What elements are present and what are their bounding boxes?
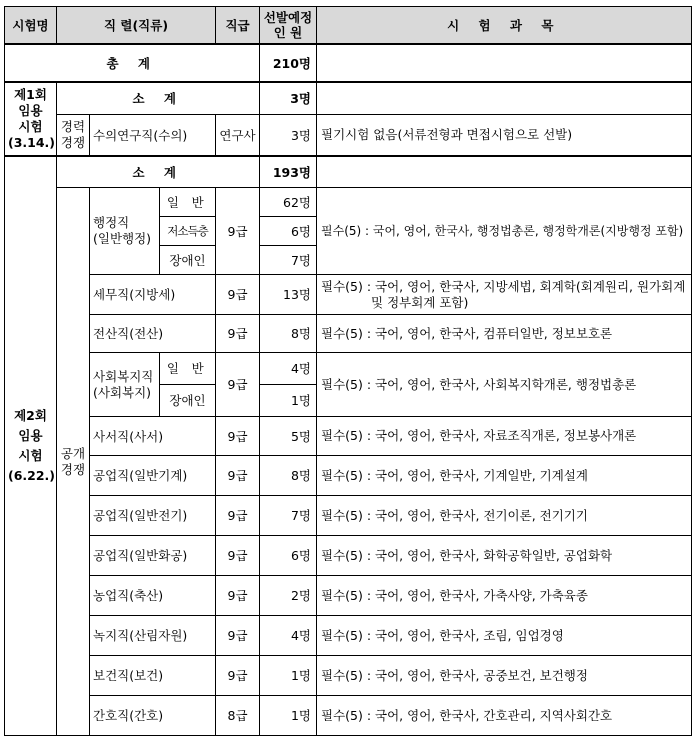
exam1-type: 경력 경쟁	[57, 115, 90, 157]
tax-subjects-line1: 필수(5) : 국어, 영어, 한국사, 지방세법, 회계학(회계원리, 원가회계	[321, 278, 686, 294]
table-row	[5, 456, 692, 496]
row-subjects: 필수(5) : 국어, 영어, 한국사, 자료조직개론, 정보봉사개론	[317, 417, 692, 456]
table-row	[5, 696, 692, 736]
row-subjects: 필수(5) : 국어, 영어, 한국사, 조림, 임업경영	[317, 616, 692, 656]
computer-count: 8명	[260, 315, 317, 353]
exam-table	[4, 6, 692, 736]
admin-count-lowincome: 6명	[260, 217, 317, 246]
total-subjects	[317, 44, 692, 82]
row-count: 5명	[260, 417, 317, 456]
welfare-subjects: 필수(5) : 국어, 영어, 한국사, 사회복지학개론, 행정법총론	[317, 353, 692, 417]
header-quota: 선발예정 인 원	[260, 7, 317, 45]
exam2-subtotal: 193명	[260, 156, 317, 188]
row-count: 2명	[260, 576, 317, 616]
table-row	[5, 616, 692, 656]
row-subjects: 필수(5) : 국어, 영어, 한국사, 화학공학일반, 공업화학	[317, 536, 692, 576]
total-count: 210명	[260, 44, 317, 82]
exam1-subtotal-label: 소 계	[57, 82, 260, 115]
row-grade: 9급	[216, 576, 260, 616]
tax-row	[5, 275, 692, 315]
admin-grade: 9급	[216, 188, 260, 275]
header-grade: 직급	[216, 7, 260, 45]
welfare-row-1	[5, 353, 692, 385]
admin-sub-lowincome: 저소득층	[160, 217, 216, 246]
row-count: 8명	[260, 456, 317, 496]
tax-job: 세무직(지방세)	[90, 275, 216, 315]
welfare-count-general: 4명	[260, 353, 317, 385]
admin-subjects: 필수(5) : 국어, 영어, 한국사, 행정법총론, 행정학개론(지방행정 포함)	[317, 188, 692, 275]
header-row	[5, 7, 692, 45]
row-subjects: 필수(5) : 국어, 영어, 한국사, 간호관리, 지역사회간호	[317, 696, 692, 736]
row-grade: 9급	[216, 456, 260, 496]
exam2-subtotal-label: 소 계	[57, 156, 260, 188]
table-row	[5, 576, 692, 616]
row-job: 공업직(일반전기)	[90, 496, 216, 536]
table-row	[5, 417, 692, 456]
row-subjects: 필수(5) : 국어, 영어, 한국사, 공중보건, 보건행정	[317, 656, 692, 696]
tax-grade: 9급	[216, 275, 260, 315]
welfare-count-disabled: 1명	[260, 385, 317, 417]
row-grade: 9급	[216, 616, 260, 656]
row-subjects: 필수(5) : 국어, 영어, 한국사, 전기이론, 전기기기	[317, 496, 692, 536]
admin-sub-general: 일 반	[160, 188, 216, 217]
row-job: 농업직(축산)	[90, 576, 216, 616]
row-grade: 9급	[216, 496, 260, 536]
welfare-sub-general: 일 반	[160, 353, 216, 385]
computer-job: 전산직(전산)	[90, 315, 216, 353]
welfare-job: 사회복지직 (사회복지)	[90, 353, 160, 417]
row-job: 보건직(보건)	[90, 656, 216, 696]
exam1-name: 제1회 임용 시험 (3.14.)	[5, 82, 57, 156]
exam2-subtotal-row	[5, 156, 692, 188]
computer-grade: 9급	[216, 315, 260, 353]
header-exam: 시험명	[5, 7, 57, 45]
admin-count-disabled: 7명	[260, 246, 317, 275]
exam1-row	[5, 115, 692, 157]
row-job: 공업직(일반화공)	[90, 536, 216, 576]
welfare-grade: 9급	[216, 353, 260, 417]
exam1-count: 3명	[260, 115, 317, 157]
admin-row-1	[5, 188, 692, 217]
row-count: 1명	[260, 696, 317, 736]
table-row	[5, 496, 692, 536]
row-job: 사서직(사서)	[90, 417, 216, 456]
total-label: 총 계	[5, 44, 260, 82]
computer-row	[5, 315, 692, 353]
exam2-subtotal-subjects	[317, 156, 692, 188]
table-row	[5, 656, 692, 696]
row-grade: 9급	[216, 656, 260, 696]
header-subjects: 시 험 과 목	[317, 7, 692, 45]
exam1-grade: 연구사	[216, 115, 260, 157]
exam2-name: 제2회 임용 시험 (6.22.)	[5, 156, 57, 736]
exam1-subtotal: 3명	[260, 82, 317, 115]
exam1-subtotal-subjects	[317, 82, 692, 115]
row-count: 1명	[260, 656, 317, 696]
row-grade: 9급	[216, 417, 260, 456]
row-count: 4명	[260, 616, 317, 656]
total-row	[5, 44, 692, 82]
row-job: 간호직(간호)	[90, 696, 216, 736]
tax-subjects	[317, 275, 692, 315]
computer-subjects: 필수(5) : 국어, 영어, 한국사, 컴퓨터일반, 정보보호론	[317, 315, 692, 353]
row-grade: 8급	[216, 696, 260, 736]
admin-sub-disabled: 장애인	[160, 246, 216, 275]
exam1-subtotal-row	[5, 82, 692, 115]
admin-count-general: 62명	[260, 188, 317, 217]
row-grade: 9급	[216, 536, 260, 576]
tax-subjects-line2: 및 정부회계 포함)	[371, 294, 469, 310]
table-row	[5, 536, 692, 576]
row-job: 공업직(일반기계)	[90, 456, 216, 496]
row-count: 7명	[260, 496, 317, 536]
tax-count: 13명	[260, 275, 317, 315]
exam1-job: 수의연구직(수의)	[90, 115, 216, 157]
row-subjects: 필수(5) : 국어, 영어, 한국사, 가축사양, 가축육종	[317, 576, 692, 616]
row-subjects: 필수(5) : 국어, 영어, 한국사, 기계일반, 기계설계	[317, 456, 692, 496]
row-job: 녹지직(산림자원)	[90, 616, 216, 656]
header-job-series: 직 렬(직류)	[57, 7, 216, 45]
row-count: 6명	[260, 536, 317, 576]
admin-job: 행정직 (일반행정)	[90, 188, 160, 275]
welfare-sub-disabled: 장애인	[160, 385, 216, 417]
exam2-type: 공개 경쟁	[57, 188, 90, 736]
exam1-subjects: 필기시험 없음(서류전형과 면접시험으로 선발)	[317, 115, 692, 157]
